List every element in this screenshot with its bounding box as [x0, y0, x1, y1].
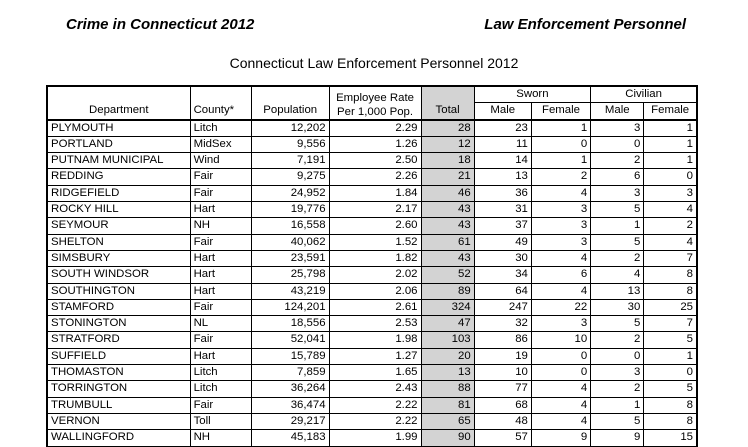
sworn-male-cell: 68	[474, 397, 531, 413]
table-row	[47, 202, 697, 218]
rate-cell: 2.29	[329, 120, 421, 137]
population-cell: 16,558	[251, 218, 329, 234]
table-row	[47, 250, 697, 266]
civilian-female-cell: 1	[644, 120, 697, 137]
county-cell: NH	[190, 218, 251, 234]
total-cell: 81	[421, 397, 474, 413]
total-cell: 43	[421, 218, 474, 234]
department-cell: STONINGTON	[47, 316, 190, 332]
sworn-female-cell: 4	[531, 185, 590, 201]
table-row	[47, 397, 697, 413]
total-cell: 88	[421, 381, 474, 397]
population-cell: 9,556	[251, 136, 329, 152]
rate-cell: 2.50	[329, 153, 421, 169]
county-cell: Hart	[190, 348, 251, 364]
table-row	[47, 413, 697, 429]
county-cell: Litch	[190, 381, 251, 397]
sworn-female-cell: 3	[531, 316, 590, 332]
sworn-male-cell: 23	[474, 120, 531, 137]
rate-cell: 2.53	[329, 316, 421, 332]
population-cell: 7,191	[251, 153, 329, 169]
rate-cell: 2.22	[329, 397, 421, 413]
sworn-male-header: Male	[474, 103, 531, 120]
table-row	[47, 299, 697, 315]
total-cell: 20	[421, 348, 474, 364]
population-cell: 23,591	[251, 250, 329, 266]
population-cell: 43,219	[251, 283, 329, 299]
civilian-female-cell: 2	[644, 218, 697, 234]
department-cell: SIMSBURY	[47, 250, 190, 266]
department-cell: SOUTH WINDSOR	[47, 267, 190, 283]
sworn-female-cell: 4	[531, 413, 590, 429]
department-cell: SUFFIELD	[47, 348, 190, 364]
civilian-female-cell: 7	[644, 316, 697, 332]
county-cell: Hart	[190, 202, 251, 218]
sworn-male-cell: 64	[474, 283, 531, 299]
sworn-male-cell: 31	[474, 202, 531, 218]
department-header: Department	[47, 86, 190, 120]
department-cell: PUTNAM MUNICIPAL	[47, 153, 190, 169]
sworn-female-cell: 1	[531, 153, 590, 169]
rate-cell: 2.26	[329, 169, 421, 185]
civilian-male-cell: 9	[591, 430, 644, 446]
total-cell: 103	[421, 332, 474, 348]
sworn-female-cell: 4	[531, 283, 590, 299]
population-cell: 15,789	[251, 348, 329, 364]
employee-rate-header	[329, 86, 421, 120]
total-cell: 18	[421, 153, 474, 169]
department-cell: SOUTHINGTON	[47, 283, 190, 299]
civilian-male-cell: 3	[591, 120, 644, 137]
sworn-male-cell: 247	[474, 299, 531, 315]
civilian-male-cell: 1	[591, 218, 644, 234]
county-cell: Toll	[190, 413, 251, 429]
population-cell: 12,202	[251, 120, 329, 137]
department-cell: PLYMOUTH	[47, 120, 190, 137]
population-cell: 36,264	[251, 381, 329, 397]
civilian-male-cell: 30	[591, 299, 644, 315]
table-row	[47, 153, 697, 169]
rate-cell: 1.99	[329, 430, 421, 446]
table-row	[47, 332, 697, 348]
sworn-male-cell: 14	[474, 153, 531, 169]
county-cell: Hart	[190, 283, 251, 299]
total-cell: 324	[421, 299, 474, 315]
department-cell: RIDGEFIELD	[47, 185, 190, 201]
civilian-male-cell: 3	[591, 365, 644, 381]
population-cell: 29,217	[251, 413, 329, 429]
civilian-female-cell: 0	[644, 365, 697, 381]
report-title: Crime in Connecticut 2012	[66, 16, 255, 33]
population-cell: 19,776	[251, 202, 329, 218]
civilian-female-cell: 0	[644, 169, 697, 185]
department-cell: THOMASTON	[47, 365, 190, 381]
total-cell: 65	[421, 413, 474, 429]
sworn-male-cell: 77	[474, 381, 531, 397]
county-header: County*	[190, 86, 251, 120]
sworn-male-cell: 36	[474, 185, 531, 201]
total-cell: 47	[421, 316, 474, 332]
sworn-female-cell: 0	[531, 365, 590, 381]
civilian-female-cell: 15	[644, 430, 697, 446]
department-cell: REDDING	[47, 169, 190, 185]
rate-cell: 1.84	[329, 185, 421, 201]
population-cell: 52,041	[251, 332, 329, 348]
civilian-male-cell: 13	[591, 283, 644, 299]
department-cell: TORRINGTON	[47, 381, 190, 397]
civilian-header: Civilian	[591, 86, 697, 103]
county-cell: Fair	[190, 299, 251, 315]
civilian-female-header: Female	[644, 103, 697, 120]
county-cell: Hart	[190, 267, 251, 283]
sworn-male-cell: 13	[474, 169, 531, 185]
sworn-female-cell: 1	[531, 120, 590, 137]
department-cell: WALLINGFORD	[47, 430, 190, 446]
table-row	[47, 348, 697, 364]
total-cell: 43	[421, 202, 474, 218]
civilian-female-cell: 8	[644, 283, 697, 299]
civilian-female-cell: 8	[644, 397, 697, 413]
sworn-header: Sworn	[474, 86, 591, 103]
county-cell: NL	[190, 316, 251, 332]
civilian-female-cell: 4	[644, 202, 697, 218]
total-cell: 89	[421, 283, 474, 299]
civilian-female-cell: 4	[644, 234, 697, 250]
department-cell: VERNON	[47, 413, 190, 429]
sworn-female-cell: 3	[531, 218, 590, 234]
county-cell: Hart	[190, 250, 251, 266]
county-cell: NH	[190, 430, 251, 446]
civilian-male-cell: 5	[591, 316, 644, 332]
department-cell: SEYMOUR	[47, 218, 190, 234]
population-cell: 40,062	[251, 234, 329, 250]
civilian-male-cell: 1	[591, 397, 644, 413]
civilian-female-cell: 1	[644, 136, 697, 152]
sworn-female-cell: 10	[531, 332, 590, 348]
civilian-male-cell: 2	[591, 153, 644, 169]
population-header: Population	[251, 86, 329, 120]
civilian-male-cell: 2	[591, 381, 644, 397]
rate-cell: 1.65	[329, 365, 421, 381]
total-cell: 12	[421, 136, 474, 152]
sworn-female-cell: 3	[531, 202, 590, 218]
personnel-table	[46, 85, 698, 447]
population-cell: 7,859	[251, 365, 329, 381]
civilian-male-cell: 6	[591, 169, 644, 185]
total-cell: 90	[421, 430, 474, 446]
rate-cell: 2.61	[329, 299, 421, 315]
table-row	[47, 120, 697, 137]
department-cell: STRATFORD	[47, 332, 190, 348]
sworn-female-cell: 6	[531, 267, 590, 283]
sworn-male-cell: 86	[474, 332, 531, 348]
rate-cell: 1.98	[329, 332, 421, 348]
sworn-male-cell: 32	[474, 316, 531, 332]
table-row	[47, 169, 697, 185]
civilian-female-cell: 5	[644, 332, 697, 348]
employee-rate-header-line1: Employee Rate	[336, 91, 414, 104]
civilian-male-cell: 0	[591, 136, 644, 152]
civilian-male-cell: 4	[591, 267, 644, 283]
sworn-female-cell: 4	[531, 250, 590, 266]
sworn-female-cell: 0	[531, 136, 590, 152]
table-row	[47, 136, 697, 152]
total-cell: 13	[421, 365, 474, 381]
total-cell: 43	[421, 250, 474, 266]
rate-cell: 2.17	[329, 202, 421, 218]
sworn-male-cell: 34	[474, 267, 531, 283]
population-cell: 18,556	[251, 316, 329, 332]
table-row	[47, 365, 697, 381]
county-cell: Litch	[190, 120, 251, 137]
rate-cell: 1.27	[329, 348, 421, 364]
sworn-male-cell: 37	[474, 218, 531, 234]
sworn-male-cell: 30	[474, 250, 531, 266]
civilian-female-cell: 7	[644, 250, 697, 266]
department-cell: ROCKY HILL	[47, 202, 190, 218]
department-cell: STAMFORD	[47, 299, 190, 315]
county-cell: Fair	[190, 234, 251, 250]
employee-rate-header-line2: Per 1,000 Pop.	[337, 105, 414, 118]
population-cell: 45,183	[251, 430, 329, 446]
table-row	[47, 234, 697, 250]
civilian-female-cell: 5	[644, 381, 697, 397]
sworn-male-cell: 48	[474, 413, 531, 429]
sworn-male-cell: 19	[474, 348, 531, 364]
civilian-male-cell: 3	[591, 185, 644, 201]
county-cell: Wind	[190, 153, 251, 169]
rate-cell: 1.52	[329, 234, 421, 250]
sworn-male-cell: 49	[474, 234, 531, 250]
county-cell: MidSex	[190, 136, 251, 152]
department-cell: TRUMBULL	[47, 397, 190, 413]
table-row	[47, 381, 697, 397]
population-cell: 25,798	[251, 267, 329, 283]
rate-cell: 2.60	[329, 218, 421, 234]
rate-cell: 1.82	[329, 250, 421, 266]
county-cell: Litch	[190, 365, 251, 381]
population-cell: 9,275	[251, 169, 329, 185]
civilian-female-cell: 8	[644, 267, 697, 283]
civilian-female-cell: 1	[644, 348, 697, 364]
sworn-female-cell: 0	[531, 348, 590, 364]
total-cell: 46	[421, 185, 474, 201]
table-row	[47, 185, 697, 201]
civilian-male-cell: 0	[591, 348, 644, 364]
civilian-male-cell: 5	[591, 202, 644, 218]
sworn-female-header: Female	[531, 103, 590, 120]
sworn-female-cell: 22	[531, 299, 590, 315]
county-cell: Fair	[190, 397, 251, 413]
table-row	[47, 283, 697, 299]
population-cell: 124,201	[251, 299, 329, 315]
sworn-female-cell: 4	[531, 381, 590, 397]
sworn-female-cell: 4	[531, 397, 590, 413]
rate-cell: 2.43	[329, 381, 421, 397]
population-cell: 36,474	[251, 397, 329, 413]
rate-cell: 2.02	[329, 267, 421, 283]
civilian-female-cell: 3	[644, 185, 697, 201]
county-cell: Fair	[190, 185, 251, 201]
sworn-female-cell: 2	[531, 169, 590, 185]
department-cell: SHELTON	[47, 234, 190, 250]
civilian-male-cell: 5	[591, 234, 644, 250]
total-cell: 28	[421, 120, 474, 137]
report-section-title: Law Enforcement Personnel	[484, 16, 686, 33]
civilian-male-cell: 5	[591, 413, 644, 429]
civilian-male-cell: 2	[591, 250, 644, 266]
civilian-male-cell: 2	[591, 332, 644, 348]
sworn-female-cell: 9	[531, 430, 590, 446]
population-cell: 24,952	[251, 185, 329, 201]
table-row	[47, 430, 697, 446]
total-cell: 52	[421, 267, 474, 283]
rate-cell: 1.26	[329, 136, 421, 152]
county-cell: Fair	[190, 169, 251, 185]
total-cell: 21	[421, 169, 474, 185]
table-title: Connecticut Law Enforcement Personnel 2012	[229, 55, 519, 71]
civilian-male-header: Male	[591, 103, 644, 120]
sworn-male-cell: 11	[474, 136, 531, 152]
department-cell: PORTLAND	[47, 136, 190, 152]
total-cell: 61	[421, 234, 474, 250]
rate-cell: 2.22	[329, 413, 421, 429]
table-row	[47, 218, 697, 234]
table-row	[47, 267, 697, 283]
rate-cell: 2.06	[329, 283, 421, 299]
civilian-female-cell: 8	[644, 413, 697, 429]
total-header: Total	[421, 86, 474, 120]
civilian-female-cell: 1	[644, 153, 697, 169]
sworn-female-cell: 3	[531, 234, 590, 250]
table-row	[47, 316, 697, 332]
county-cell: Fair	[190, 332, 251, 348]
sworn-male-cell: 10	[474, 365, 531, 381]
sworn-male-cell: 57	[474, 430, 531, 446]
civilian-female-cell: 25	[644, 299, 697, 315]
